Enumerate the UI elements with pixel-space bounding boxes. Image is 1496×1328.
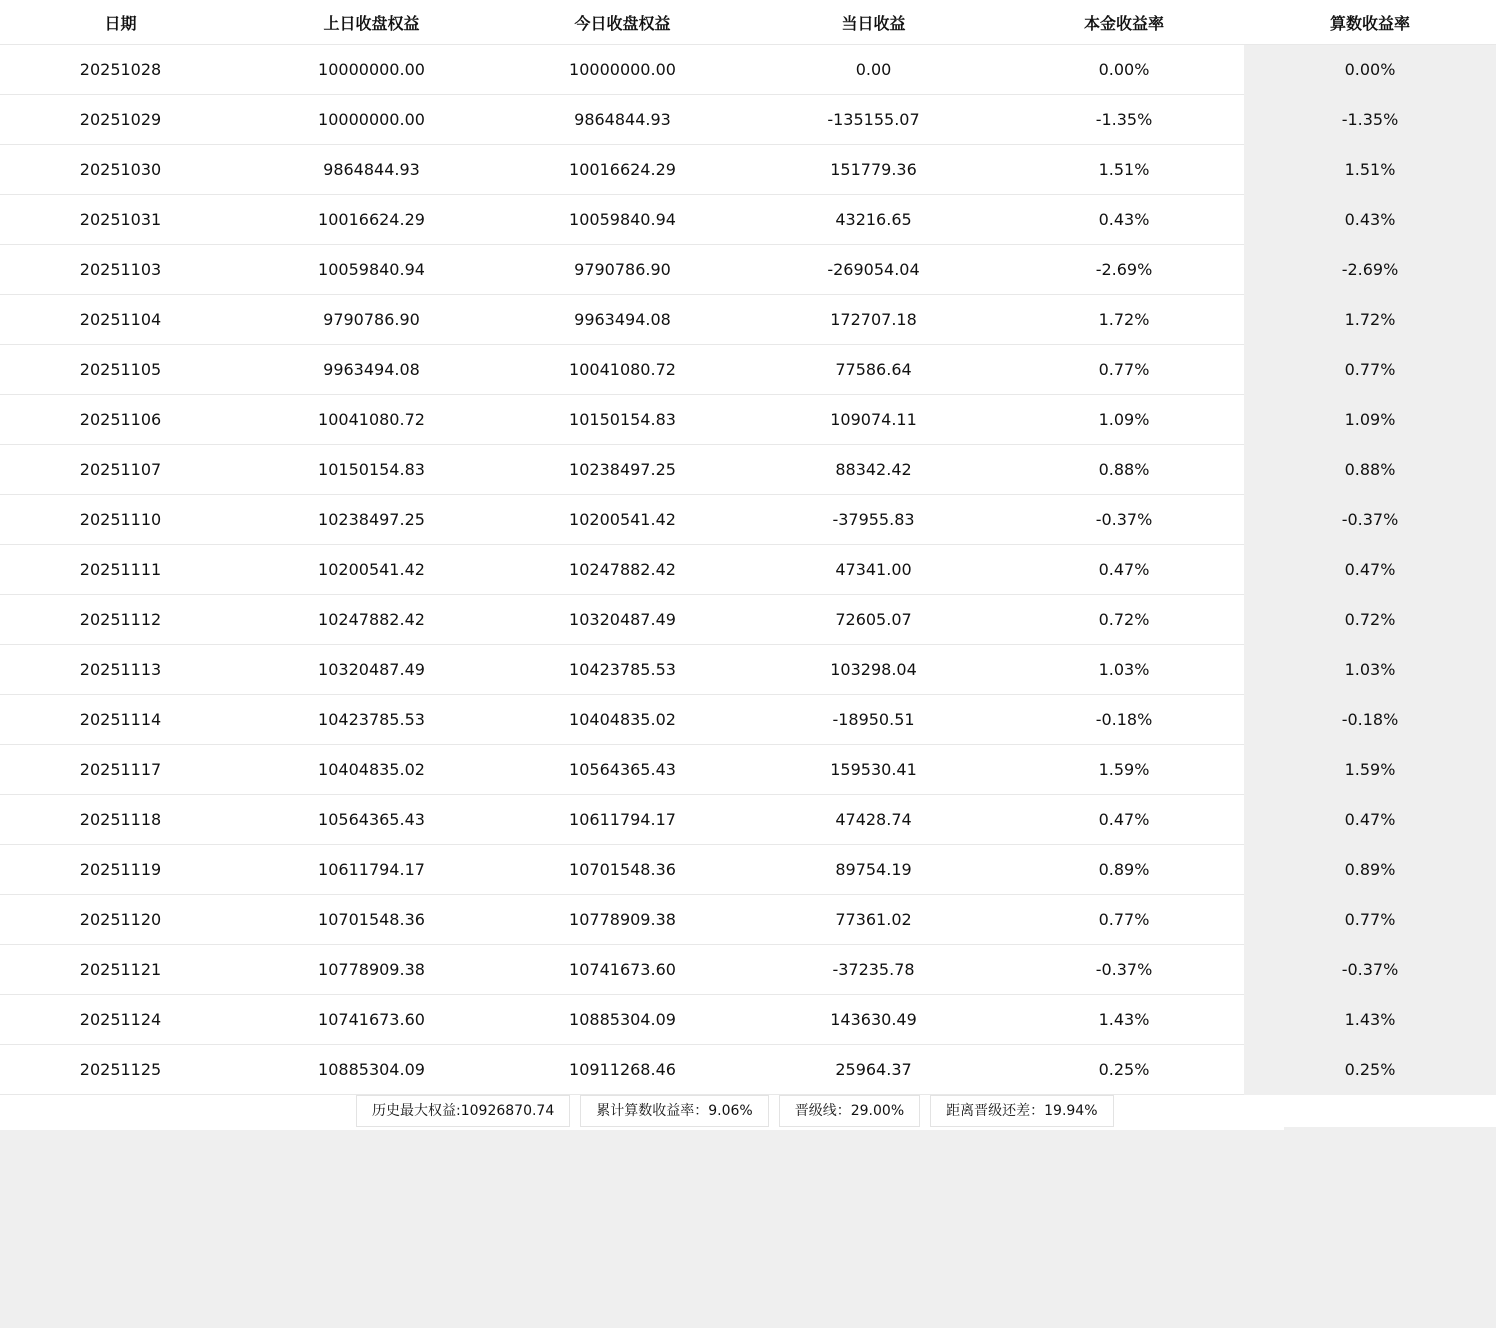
daily-pnl-cell: 25964.37 bbox=[743, 1045, 1004, 1095]
prev-close-equity-cell: 10000000.00 bbox=[241, 45, 502, 95]
date-cell: 20251113 bbox=[0, 645, 241, 695]
cumulative-return-stat bbox=[580, 1095, 768, 1127]
principal-return-cell: 0.88% bbox=[1004, 445, 1244, 495]
principal-return-cell: 1.51% bbox=[1004, 145, 1244, 195]
daily-pnl-cell: 103298.04 bbox=[743, 645, 1004, 695]
date-cell: 20251114 bbox=[0, 695, 241, 745]
date-cell: 20251107 bbox=[0, 445, 241, 495]
date-cell: 20251119 bbox=[0, 845, 241, 895]
table-row bbox=[0, 545, 1496, 595]
date-cell: 20251105 bbox=[0, 345, 241, 395]
upgrade-line-text: 晋级线：29.00% bbox=[794, 1103, 905, 1119]
arithmetic-return-cell: 1.59% bbox=[1244, 745, 1496, 795]
date-cell: 20251104 bbox=[0, 295, 241, 345]
table-row bbox=[0, 195, 1496, 245]
arithmetic-return-cell: -0.18% bbox=[1244, 695, 1496, 745]
header-principal-return[interactable]: 本金收益率 bbox=[1004, 0, 1244, 45]
principal-return-cell: -1.35% bbox=[1004, 95, 1244, 145]
today-close-equity-cell: 10247882.42 bbox=[502, 545, 743, 595]
header-prev-close-equity[interactable]: 上日收盘权益 bbox=[241, 0, 502, 45]
daily-pnl-cell: -269054.04 bbox=[743, 245, 1004, 295]
table-row bbox=[0, 695, 1496, 745]
date-cell: 20251031 bbox=[0, 195, 241, 245]
arithmetic-return-cell: 1.03% bbox=[1244, 645, 1496, 695]
gap-to-upgrade-text: 距离晋级还差：19.94% bbox=[946, 1103, 1098, 1119]
today-close-equity-cell: 10404835.02 bbox=[502, 695, 743, 745]
table-row bbox=[0, 795, 1496, 845]
prev-close-equity-cell: 10041080.72 bbox=[241, 395, 502, 445]
principal-return-cell: 1.59% bbox=[1004, 745, 1244, 795]
today-close-equity-cell: 10238497.25 bbox=[502, 445, 743, 495]
date-cell: 20251106 bbox=[0, 395, 241, 445]
principal-return-cell: 0.77% bbox=[1004, 345, 1244, 395]
daily-pnl-cell: 77361.02 bbox=[743, 895, 1004, 945]
today-close-equity-cell: 10611794.17 bbox=[502, 795, 743, 845]
prev-close-equity-cell: 10701548.36 bbox=[241, 895, 502, 945]
today-close-equity-cell: 10320487.49 bbox=[502, 595, 743, 645]
principal-return-cell: -0.37% bbox=[1004, 495, 1244, 545]
date-cell: 20251118 bbox=[0, 795, 241, 845]
prev-close-equity-cell: 10423785.53 bbox=[241, 695, 502, 745]
date-cell: 20251028 bbox=[0, 45, 241, 95]
principal-return-cell: -0.37% bbox=[1004, 945, 1244, 995]
daily-pnl-cell: 43216.65 bbox=[743, 195, 1004, 245]
arithmetic-return-cell: 0.77% bbox=[1244, 895, 1496, 945]
date-cell: 20251112 bbox=[0, 595, 241, 645]
daily-pnl-cell: 47341.00 bbox=[743, 545, 1004, 595]
arithmetic-return-cell: 1.51% bbox=[1244, 145, 1496, 195]
today-close-equity-cell: 10741673.60 bbox=[502, 945, 743, 995]
prev-close-equity-cell: 10150154.83 bbox=[241, 445, 502, 495]
prev-close-equity-cell: 10564365.43 bbox=[241, 795, 502, 845]
header-date[interactable]: 日期 bbox=[0, 0, 241, 45]
table-row bbox=[0, 95, 1496, 145]
max-equity-stat bbox=[356, 1095, 570, 1127]
prev-close-equity-cell: 10320487.49 bbox=[241, 645, 502, 695]
arithmetic-return-cell: -0.37% bbox=[1244, 945, 1496, 995]
arithmetic-return-cell: 0.00% bbox=[1244, 45, 1496, 95]
today-close-equity-cell: 10000000.00 bbox=[502, 45, 743, 95]
principal-return-cell: 0.72% bbox=[1004, 595, 1244, 645]
date-cell: 20251125 bbox=[0, 1045, 241, 1095]
today-close-equity-cell: 10778909.38 bbox=[502, 895, 743, 945]
date-cell: 20251124 bbox=[0, 995, 241, 1045]
today-close-equity-cell: 10150154.83 bbox=[502, 395, 743, 445]
principal-return-cell: 0.89% bbox=[1004, 845, 1244, 895]
daily-pnl-cell: 143630.49 bbox=[743, 995, 1004, 1045]
daily-pnl-cell: 0.00 bbox=[743, 45, 1004, 95]
arithmetic-return-cell: 0.77% bbox=[1244, 345, 1496, 395]
table-row bbox=[0, 245, 1496, 295]
table-row bbox=[0, 345, 1496, 395]
upgrade-line-stat bbox=[779, 1095, 920, 1127]
summary-items bbox=[356, 1095, 1114, 1127]
header-row bbox=[0, 0, 1496, 45]
daily-pnl-cell: 172707.18 bbox=[743, 295, 1004, 345]
arithmetic-return-cell: -1.35% bbox=[1244, 95, 1496, 145]
header-arithmetic-return[interactable]: 算数收益率 bbox=[1244, 0, 1496, 45]
prev-close-equity-cell: 9790786.90 bbox=[241, 295, 502, 345]
header-daily-pnl[interactable]: 当日收益 bbox=[743, 0, 1004, 45]
table-row bbox=[0, 45, 1496, 95]
today-close-equity-cell: 10200541.42 bbox=[502, 495, 743, 545]
header-today-close-equity[interactable]: 今日收盘权益 bbox=[502, 0, 743, 45]
table-row bbox=[0, 945, 1496, 995]
arithmetic-return-cell: 0.88% bbox=[1244, 445, 1496, 495]
table-row bbox=[0, 295, 1496, 345]
daily-pnl-cell: 88342.42 bbox=[743, 445, 1004, 495]
table-row bbox=[0, 895, 1496, 945]
prev-close-equity-cell: 10885304.09 bbox=[241, 1045, 502, 1095]
today-close-equity-cell: 10041080.72 bbox=[502, 345, 743, 395]
prev-close-equity-cell: 10247882.42 bbox=[241, 595, 502, 645]
daily-pnl-cell: -135155.07 bbox=[743, 95, 1004, 145]
date-cell: 20251029 bbox=[0, 95, 241, 145]
arithmetic-return-cell: 0.25% bbox=[1244, 1045, 1496, 1095]
principal-return-cell: -0.18% bbox=[1004, 695, 1244, 745]
daily-pnl-cell: -18950.51 bbox=[743, 695, 1004, 745]
arithmetic-return-cell: -0.37% bbox=[1244, 495, 1496, 545]
daily-pnl-cell: 109074.11 bbox=[743, 395, 1004, 445]
daily-pnl-cell: -37235.78 bbox=[743, 945, 1004, 995]
daily-pnl-cell: 47428.74 bbox=[743, 795, 1004, 845]
table-row bbox=[0, 445, 1496, 495]
today-close-equity-cell: 10885304.09 bbox=[502, 995, 743, 1045]
today-close-equity-cell: 10564365.43 bbox=[502, 745, 743, 795]
arithmetic-return-cell: 1.43% bbox=[1244, 995, 1496, 1045]
cumulative-return-text: 累计算数收益率：9.06% bbox=[596, 1103, 753, 1119]
principal-return-cell: 0.47% bbox=[1004, 545, 1244, 595]
prev-close-equity-cell: 10016624.29 bbox=[241, 195, 502, 245]
table-row bbox=[0, 395, 1496, 445]
daily-pnl-cell: 89754.19 bbox=[743, 845, 1004, 895]
principal-return-cell: 1.03% bbox=[1004, 645, 1244, 695]
daily-pnl-cell: 77586.64 bbox=[743, 345, 1004, 395]
prev-close-equity-cell: 10000000.00 bbox=[241, 95, 502, 145]
arithmetic-return-cell: 0.72% bbox=[1244, 595, 1496, 645]
prev-close-equity-cell: 10238497.25 bbox=[241, 495, 502, 545]
date-cell: 20251030 bbox=[0, 145, 241, 195]
table-row bbox=[0, 995, 1496, 1045]
arithmetic-return-cell: 1.09% bbox=[1244, 395, 1496, 445]
date-cell: 20251110 bbox=[0, 495, 241, 545]
date-cell: 20251103 bbox=[0, 245, 241, 295]
daily-pnl-cell: 72605.07 bbox=[743, 595, 1004, 645]
arithmetic-return-cell: 1.72% bbox=[1244, 295, 1496, 345]
today-close-equity-cell: 10016624.29 bbox=[502, 145, 743, 195]
table-row bbox=[0, 845, 1496, 895]
date-cell: 20251121 bbox=[0, 945, 241, 995]
today-close-equity-cell: 10701548.36 bbox=[502, 845, 743, 895]
daily-pnl-cell: -37955.83 bbox=[743, 495, 1004, 545]
table-row bbox=[0, 645, 1496, 695]
today-close-equity-cell: 9864844.93 bbox=[502, 95, 743, 145]
table-row bbox=[0, 145, 1496, 195]
summary-bar-right bbox=[1284, 1095, 1496, 1127]
principal-return-cell: 1.43% bbox=[1004, 995, 1244, 1045]
prev-close-equity-cell: 9963494.08 bbox=[241, 345, 502, 395]
date-cell: 20251111 bbox=[0, 545, 241, 595]
date-cell: 20251120 bbox=[0, 895, 241, 945]
table-row bbox=[0, 1045, 1496, 1095]
table-row bbox=[0, 495, 1496, 545]
table-body bbox=[0, 45, 1496, 1095]
principal-return-cell: 1.72% bbox=[1004, 295, 1244, 345]
prev-close-equity-cell: 9864844.93 bbox=[241, 145, 502, 195]
daily-pnl-cell: 151779.36 bbox=[743, 145, 1004, 195]
summary-bar bbox=[0, 1095, 1284, 1130]
prev-close-equity-cell: 10778909.38 bbox=[241, 945, 502, 995]
principal-return-cell: 0.00% bbox=[1004, 45, 1244, 95]
max-equity-text: 历史最大权益:10926870.74 bbox=[372, 1103, 555, 1119]
arithmetic-return-cell: 0.89% bbox=[1244, 845, 1496, 895]
table-header bbox=[0, 0, 1496, 45]
prev-close-equity-cell: 10059840.94 bbox=[241, 245, 502, 295]
prev-close-equity-cell: 10611794.17 bbox=[241, 845, 502, 895]
arithmetic-return-cell: -2.69% bbox=[1244, 245, 1496, 295]
arithmetic-return-cell: 0.47% bbox=[1244, 795, 1496, 845]
gap-to-upgrade-stat bbox=[930, 1095, 1113, 1127]
today-close-equity-cell: 10059840.94 bbox=[502, 195, 743, 245]
principal-return-cell: 0.77% bbox=[1004, 895, 1244, 945]
today-close-equity-cell: 10911268.46 bbox=[502, 1045, 743, 1095]
daily-pnl-cell: 159530.41 bbox=[743, 745, 1004, 795]
table-row bbox=[0, 745, 1496, 795]
arithmetic-return-cell: 0.43% bbox=[1244, 195, 1496, 245]
today-close-equity-cell: 10423785.53 bbox=[502, 645, 743, 695]
principal-return-cell: 0.47% bbox=[1004, 795, 1244, 845]
date-cell: 20251117 bbox=[0, 745, 241, 795]
principal-return-cell: 0.43% bbox=[1004, 195, 1244, 245]
principal-return-cell: 1.09% bbox=[1004, 395, 1244, 445]
today-close-equity-cell: 9963494.08 bbox=[502, 295, 743, 345]
prev-close-equity-cell: 10404835.02 bbox=[241, 745, 502, 795]
principal-return-cell: -2.69% bbox=[1004, 245, 1244, 295]
today-close-equity-cell: 9790786.90 bbox=[502, 245, 743, 295]
prev-close-equity-cell: 10200541.42 bbox=[241, 545, 502, 595]
arithmetic-return-cell: 0.47% bbox=[1244, 545, 1496, 595]
prev-close-equity-cell: 10741673.60 bbox=[241, 995, 502, 1045]
table-row bbox=[0, 595, 1496, 645]
principal-return-cell: 0.25% bbox=[1004, 1045, 1244, 1095]
